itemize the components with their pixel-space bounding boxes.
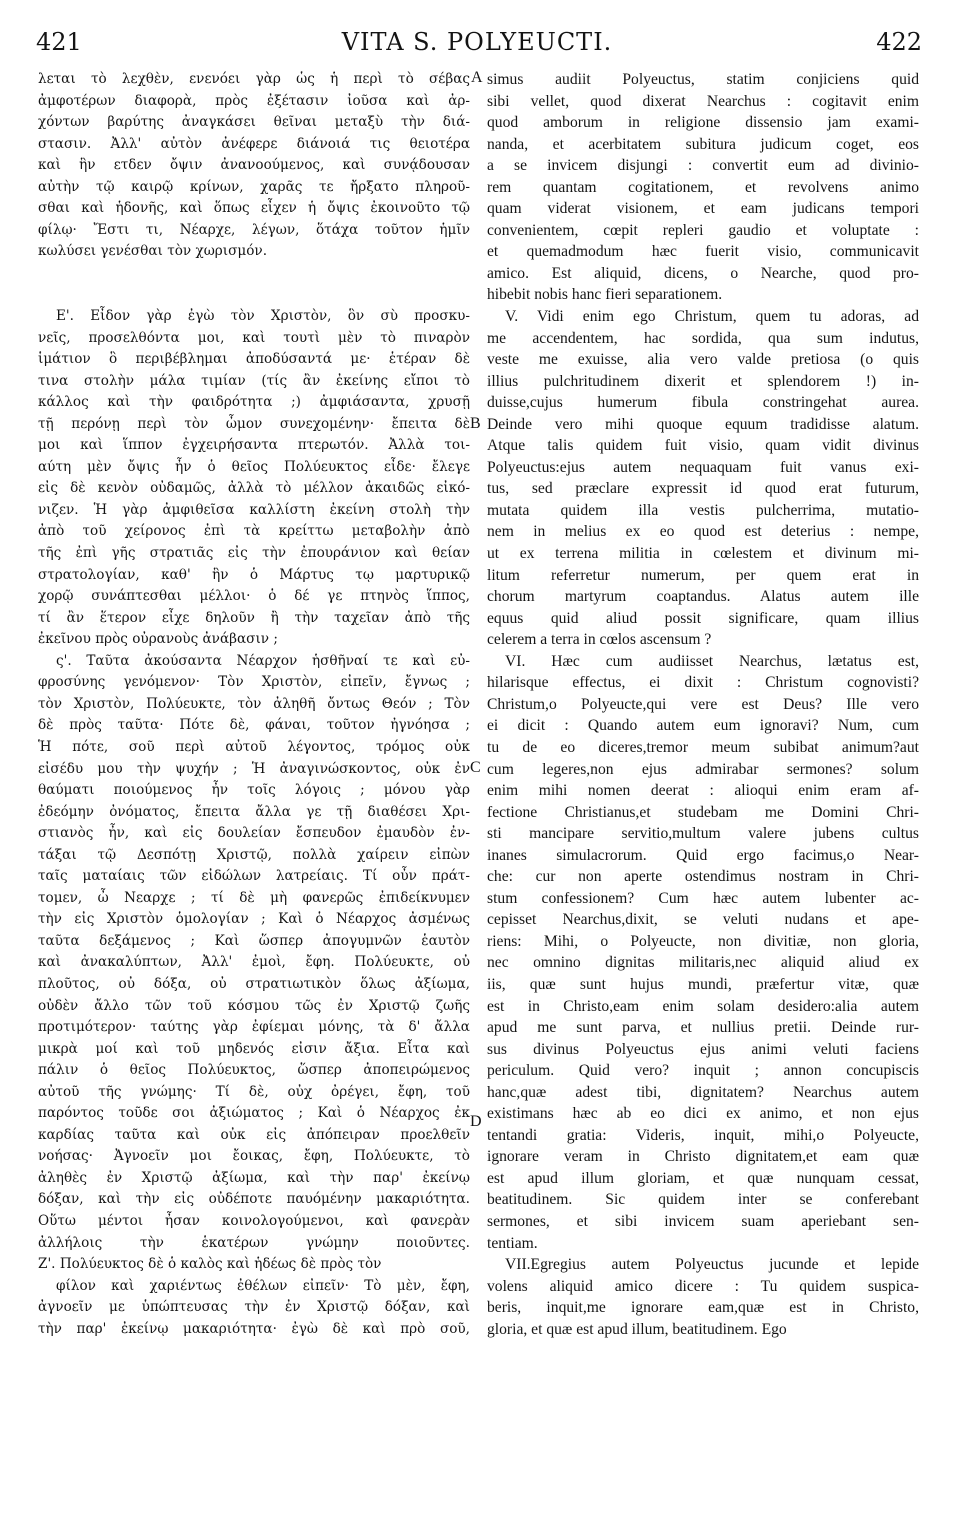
- greek-text-line: πάλιν ὁ θεῖος Πολύευκτος, ὥσπερ ἀποπειρώμενος: [38, 1062, 470, 1079]
- latin-text-line: apud me sunt parva, et nullius pretii. Deinde rur-: [487, 1019, 919, 1037]
- greek-text-line: αύτη μὲν ὄψις ἦν ὁ θεῖος Πολύευκτος εἶδε· ἔλεγε: [38, 458, 470, 475]
- latin-text-line: rem quantam cogitationem, et revolvens animo: [487, 178, 919, 196]
- latin-text-line: litum referretur numerum, per quem erat in: [487, 566, 919, 584]
- greek-text-line: καὶ ἀνακαλύπτων, Ἀλλ' ἐμοὶ, ἔφη. Πολύευκτε, οὐ: [38, 954, 470, 971]
- greek-text-line: αὐτὴν τῷ καιρῷ κρίνων, χαρᾶς τε ἤρξατο πληροῦ-: [38, 178, 470, 195]
- latin-text-line: est in Christo,eam enim solam desidero:alia autem: [487, 997, 919, 1015]
- latin-text-line: mutata quidem illa vestis pulcherrima, mutatio-: [487, 501, 919, 519]
- greek-text-line: στιανὸς ἦν, καὶ εἰς δουλείαν ἔσπευδον ἐμαυδὸν ἐν-: [38, 825, 470, 842]
- latin-text-line: VI. Hæc cum audiisset Nearchus, lætatus est,: [505, 652, 919, 670]
- latin-text-line: tentandi gratia: Videris, inquit, mihi,o Polyeucte,: [487, 1126, 919, 1144]
- greek-text-line: χόντων βαρύτης ἀναγκάσει θεῖναι μεταξὺ τὴν διά-: [38, 114, 470, 131]
- latin-text-line: gloria, et quæ est apud illum, beatitudinem. Ego: [487, 1320, 787, 1338]
- greek-text-line: ἐκεῖνου πρὸς οὐρανοὺς ἀνάβασιν ;: [38, 631, 278, 648]
- latin-text-line: sus divinus Polyeuctus ejus animi veluti faciens: [487, 1040, 919, 1058]
- greek-text-line: καρδίας ταῦτα καὶ οὐκ εἰς ἀπόπειραν προελθεῖν: [38, 1126, 470, 1143]
- latin-text-line: et quemadmodum hæc fuerit visio, communicavit: [487, 243, 919, 261]
- greek-text-line: νεῖς, προσελθόντα μοι, καὶ τουτὶ μὲν τὸ πιναρὸν: [38, 329, 470, 346]
- greek-text-line: ταῦτα δεξάμενος ; Καὶ ὥσπερ ἀπογυμνῶν ἑαυτὸν: [38, 932, 470, 949]
- greek-text-line: ἱμάτιον ὃ περιβέβλημαι ἀποδύσαντά με· ἑτέραν δὲ: [38, 351, 470, 368]
- latin-text-line: me accendentem, hac sordida, qua sum indutus,: [487, 329, 919, 347]
- latin-text-line: sti mancipare servitio,multum valere jubens cultus: [487, 825, 919, 843]
- greek-text-line: τομεν, ὦ Νεαρχε ; τί δὲ μὴ φανερῶς ἐπιδείκνυμεν: [38, 889, 470, 906]
- latin-text-line: beatitudinem. Sic quidem inter se conferebant: [487, 1191, 919, 1209]
- greek-text-line: ἀπὸ τοῦ χείρονος ἐπὶ τὰ κρείττω μεταβολὴν ἀπὸ: [38, 523, 470, 540]
- greek-text-line: Ἡ πότε, σοῦ περὶ αὐτοῦ λέγοντος, τρόμος οὐκ: [38, 738, 470, 755]
- greek-text-line: οὐδὲν ἄλλο τῶν τοῦ κόσμου τῶς ἐν Χριστῷ ζωῆς: [38, 997, 470, 1014]
- greek-text-line: τί ἂν ἕτερον εἶχε δηλοῦν ἢ τὴν ταχεῖαν ἀπὸ τῆς: [38, 609, 470, 626]
- greek-text-line: ἀγνοεῖν με ὑπώπτευσας τὴν ἐν Χριστῷ δόξαν, καὶ: [38, 1299, 470, 1316]
- latin-text-line: inanes simulacrorum. Quid ergo facimus,o Near-: [487, 846, 919, 864]
- greek-text-line: στασιν. Ἀλλ' αὐτὸν ἀνέφερε διάνοιά τις θειοτέρα: [38, 135, 470, 152]
- page-header: [0, 28, 954, 62]
- latin-text-line: veste me exuisse, alia vero valde pretiosa (o quis: [487, 351, 919, 369]
- latin-text-line: nec omnino dignitas militaris,nec aliquid aliud ex: [487, 954, 919, 972]
- greek-text-line: παρόντος τοῦδε σοι ἀξιώματος ; Καὶ ὁ Νέαρχος ἐκ: [38, 1105, 470, 1122]
- greek-text-line: τῇ περόνῃ περὶ τὸν ὦμον συνεχομένην· ἔπειτα δὲ: [38, 415, 470, 432]
- greek-text-line: ἐδεόμην ὀνόματος, ἔπειτα ἄλλα γε τῇ διαθέσει Χρι-: [38, 803, 470, 820]
- greek-text-line: νιζεν. Ἡ γὰρ ἀμφιθεῖσα καλλίστη ἐκείνη στολὴ τὴν: [38, 501, 470, 518]
- latin-text-line: ignorare veram in Christo dignitatem,et eam quæ: [487, 1148, 919, 1166]
- margin-letter-b: B: [470, 415, 481, 432]
- greek-text-line: δόξαν, καὶ τὴν εἰς οὐδέποτε παυόμένην μακαριότητα.: [38, 1191, 470, 1208]
- greek-text-line: μοι καὶ ἵππον ἐγχειρήσαντα πτερωτόν. Ἀλλὰ τοι-: [38, 437, 470, 454]
- latin-text-line: che: cur non aperte ostendimus nostram in Chri-: [487, 868, 919, 886]
- greek-text-line: αὐτοῦ τῆς γνώμης· Τί δὲ, οὐχ ὀρέγει, ἔφη, τοῦ: [38, 1083, 470, 1100]
- greek-text-line: ς'. Ταῦτα ἀκούσαντα Νέαρχον ἡσθῆναί τε καὶ εὐ-: [56, 652, 470, 669]
- greek-text-line: ταῖς ματαίαις τῶν εἰδώλων λατρείαις. Τί οὖν πράτ-: [38, 868, 470, 885]
- latin-column: [487, 69, 919, 1340]
- latin-text-line: Polyeuctus:ejus autem nequaquam fuit vanus exi-: [487, 458, 919, 476]
- latin-text-line: iis, quæ sunt hujus mundi, præfertur vitæ, quæ: [487, 975, 919, 993]
- latin-text-line: fectione Christianus,et studebam me Domini Chri-: [487, 803, 919, 821]
- greek-text-line: φίλῳ· Ἔστι τι, Νέαρχε, λέγων, ὅτάχα τοῦτον ἡμῖν: [38, 221, 470, 238]
- latin-text-line: sibi vellet, quod dixerat Nearchus : cogitavit enim: [487, 92, 919, 110]
- greek-text-line: ἀμφοτέρων διαφορὰ, πρὸς ἐξέτασιν ἰοῦσα καὶ ἀρ-: [38, 92, 470, 109]
- latin-text-line: volens aliquid amico dicere : Tu quidem suspica-: [487, 1277, 919, 1295]
- greek-text-line: σθαι καὶ ἡδονῆς, καὶ ὅπως εἶχεν ἡ ὄψις ἐκοινοῦτο τῷ: [38, 200, 470, 217]
- greek-text-line: νοήσας· Ἀγνοεῖν μοι ἔοικας, ἔφη, Πολύευκτε, τὸ: [38, 1148, 470, 1165]
- greek-text-line: [38, 263, 470, 285]
- greek-text-line: κωλύσει γενέσθαι τὸν χωρισμόν.: [38, 243, 268, 260]
- greek-text-line: [38, 284, 470, 306]
- latin-text-line: riens: Mihi, o Polyeucte, non divitiæ, non gloria,: [487, 932, 919, 950]
- greek-text-line: δὲ πρὸς ταῦτα· Πότε δὲ, φάναι, τοῦτον ἠγνόησα ;: [38, 717, 470, 734]
- greek-text-line: τὴν εἰς Χριστὸν ὁμολογίαν ; Καὶ ὁ Νέαρχος ἀσμένως: [38, 911, 470, 928]
- latin-text-line: duisse,cujus humerum fibula constringehat aurea.: [487, 394, 919, 412]
- greek-text-line: Ζ'. Πολύευκτος δὲ ὁ καλὸς καὶ ἡδέως δὲ πρὸς τὸν: [38, 1256, 382, 1273]
- greek-text-line: τάξαι τῷ Δεσπότῃ Χριστῷ, πολλὰ χαίρειν εἰπὼν: [38, 846, 470, 863]
- latin-text-line: convenientem, cœpit repleri gaudio et voluptate :: [487, 221, 919, 239]
- latin-text-line: a se invicem disjungi : convertit eum ad divinio-: [487, 157, 919, 175]
- latin-text-line: hilarisque effectus, ei dixit : Christum cognovisti?: [487, 674, 919, 692]
- latin-text-line: stum confessionem? Cum hæc autem lubenter ac-: [487, 889, 919, 907]
- latin-text-line: simus audiit Polyeuctus, statim conjiciens quid: [487, 71, 919, 88]
- latin-text-line: nem in melius ex eo quod est deterius : nempe,: [487, 523, 919, 541]
- left-page-number: 421: [36, 28, 82, 56]
- latin-text-line: cepisset Nearchus,dixit, se veluti nudans et ape-: [487, 911, 919, 929]
- latin-text-line: amico. Est aliquid, dicens, o Nearche, quod pro-: [487, 264, 919, 282]
- latin-text-line: tentiam.: [487, 1234, 538, 1252]
- latin-text-line: equus quid aliud possit significare, quam illius: [487, 609, 919, 627]
- latin-text-line: hibebit nobis hanc fieri separationem.: [487, 286, 723, 304]
- latin-text-line: nanda, et acerbitatem subitura judicum coget, eos: [487, 135, 919, 153]
- latin-text-line: tu de eo diceres,tremor meum subibat animum?aut: [487, 738, 919, 756]
- latin-text-line: ut ex terrena militia in cœlestem et divinum mi-: [487, 545, 919, 563]
- latin-text-line: hanc,quæ adest tibi, dignitatem? Nearchus autem: [487, 1083, 919, 1101]
- latin-text-line: cum legeres,non ejus admirabar sermones? solum: [487, 760, 919, 778]
- latin-text-line: chorum martyrum coaptandus. Alatus autem ille: [487, 588, 919, 606]
- greek-text-line: στρατολογίαν, καθ' ἣν ὁ Μάρτυς τῳ μαρτυρικῷ: [38, 566, 470, 583]
- latin-text-line: quam viderat visionem, et eam judicans tempori: [487, 200, 919, 218]
- margin-letter-a: A: [471, 69, 483, 86]
- greek-text-line: φροσύνης γενόμενον· Τὸν Χριστὸν, εἰπεῖν, ἔγνως ;: [38, 674, 470, 691]
- latin-text-line: periculum. Quid vero? inquit ; annon concupiscis: [487, 1062, 919, 1080]
- latin-text-line: Christum,o Polyeucte,qui vere est Deus? Ille vero: [487, 695, 919, 713]
- greek-text-line: καὶ ἣν ετδεν ὄψιν ἀνανοούμενος, καὶ συνᾴδουσαν: [38, 157, 470, 174]
- latin-text-line: Deinde vero mihi quoque equum tradidisse alatum.: [487, 415, 919, 433]
- greek-text-line: εἰς δὲ κενὸν οὐδαμῶς, ἀλλὰ τὸ μέλλον ἀκαιδῶς εἰκό-: [38, 480, 470, 497]
- greek-text-line: τινα στολὴν μάλα τιμίαν (τίς ἂν ἐκείνης εἴποι τὸ: [38, 372, 470, 389]
- latin-text-line: existimans hæc ab eo dici ex animo, et non ejus: [487, 1105, 919, 1123]
- greek-text-line: θαύματι ποιούμενος ἦν τοῖς λόγοις ; μόνου γὰρ: [38, 782, 470, 799]
- greek-text-line: ἀλλήλοις τὴν ἑκατέρων γνώμην ποιοῦντες.: [38, 1234, 470, 1251]
- greek-text-line: προτιμότερον· ταύτης γὰρ ἐφίεμαι μόνης, τὰ δ' ἄλλα: [38, 1019, 470, 1036]
- greek-text-line: φίλον καὶ χαριέντως ἐθέλων εἰπεῖν· Τὸ μὲν, ἔφη,: [56, 1277, 470, 1294]
- greek-text-line: Ε'. Εἶδον γὰρ ἐγὼ τὸν Χριστὸν, ὃν σὺ προσκυ-: [56, 308, 470, 325]
- latin-text-line: celerem a terra in cœlos ascensum ?: [487, 631, 712, 649]
- latin-text-line: est apud illum gloriam, et quæ nunquam cessat,: [487, 1169, 919, 1187]
- greek-column: [38, 69, 470, 1340]
- greek-text-line: πλοῦτος, οὐ δόξα, οὐ στρατιωτικὸν ὅλως ἀξίωμα,: [38, 975, 470, 992]
- greek-text-line: μικρὰ μοί καὶ τοῦ μηδενός εἰσιν ἄξια. Εἶτα καὶ: [38, 1040, 470, 1057]
- greek-text-line: εἰσέδυ μου τὴν ψυχήν ; Ἡ ἀναγινώσκοντος, οὐκ ἐν: [38, 760, 470, 777]
- latin-text-line: quod amborum in religione dissensio jam exami-: [487, 114, 919, 132]
- greek-text-line: Οὕτω μέντοι ἦσαν κοινολογούμενοι, καὶ φανερὰν: [38, 1212, 470, 1229]
- margin-letter-d: D: [470, 1113, 482, 1130]
- latin-text-line: sermones, et sibi invicem suam aperiebant sen-: [487, 1212, 919, 1230]
- latin-text-line: beris, inquit,me ignorare eam,quæ est in Christo,: [487, 1299, 919, 1317]
- latin-text-line: tus, sed præclare expressit id quod erat futurum,: [487, 480, 919, 498]
- greek-text-line: ἀληθὲς ἐν Χριστῷ ἀξίωμα, καὶ τὴν παρ' ἐκείνῳ: [38, 1169, 470, 1186]
- latin-text-line: VII.Egregius autem Polyeuctus jucunde et lepide: [505, 1256, 919, 1274]
- running-title: VITA S. POLYEUCTI.: [341, 28, 613, 56]
- latin-text-line: enim mihi nomen deerat : alioqui enim eram af-: [487, 782, 919, 800]
- greek-text-line: τῆς ἐπὶ γῆς στρατιᾶς εἰς τὴν ἐπουράνιον καὶ θείαν: [38, 545, 470, 562]
- margin-letter-c: C: [470, 759, 481, 776]
- greek-text-line: χορῷ συνάπτεσθαι μέλλοι· ὁ δέ γε πτηνὸς ἵππος,: [38, 588, 470, 605]
- right-page-number: 422: [876, 28, 922, 56]
- latin-text-line: ei dicit : Quando autem eum ignoravi? Num, cum: [487, 717, 919, 735]
- greek-text-line: τὸν Χριστὸν, Πολύευκτε, τὸν ἀληθῆ ὄντως Θεόν ; Τὸν: [38, 695, 470, 712]
- latin-text-line: V. Vidi enim ego Christum, quem tu adoras, ad: [505, 308, 919, 326]
- greek-text-line: τὴν παρ' ἐκείνῳ μακαριότητα· ἐγὼ δὲ καὶ πρὸ σοῦ,: [38, 1320, 470, 1337]
- latin-text-line: illius pulchritudinem dixerit et splendorem !) in-: [487, 372, 919, 390]
- greek-text-line: λεται τὸ λεχθὲν, ενενόει γὰρ ὡς ἡ περὶ τὸ σέβας: [38, 71, 470, 87]
- greek-text-line: κάλλος καὶ τὴν φαιδρότητα ;) ἀμφιάσαντα, χρυσῇ: [38, 394, 470, 411]
- latin-text-line: Atque talis quidem fuit visio, quam vidit divinus: [487, 437, 919, 455]
